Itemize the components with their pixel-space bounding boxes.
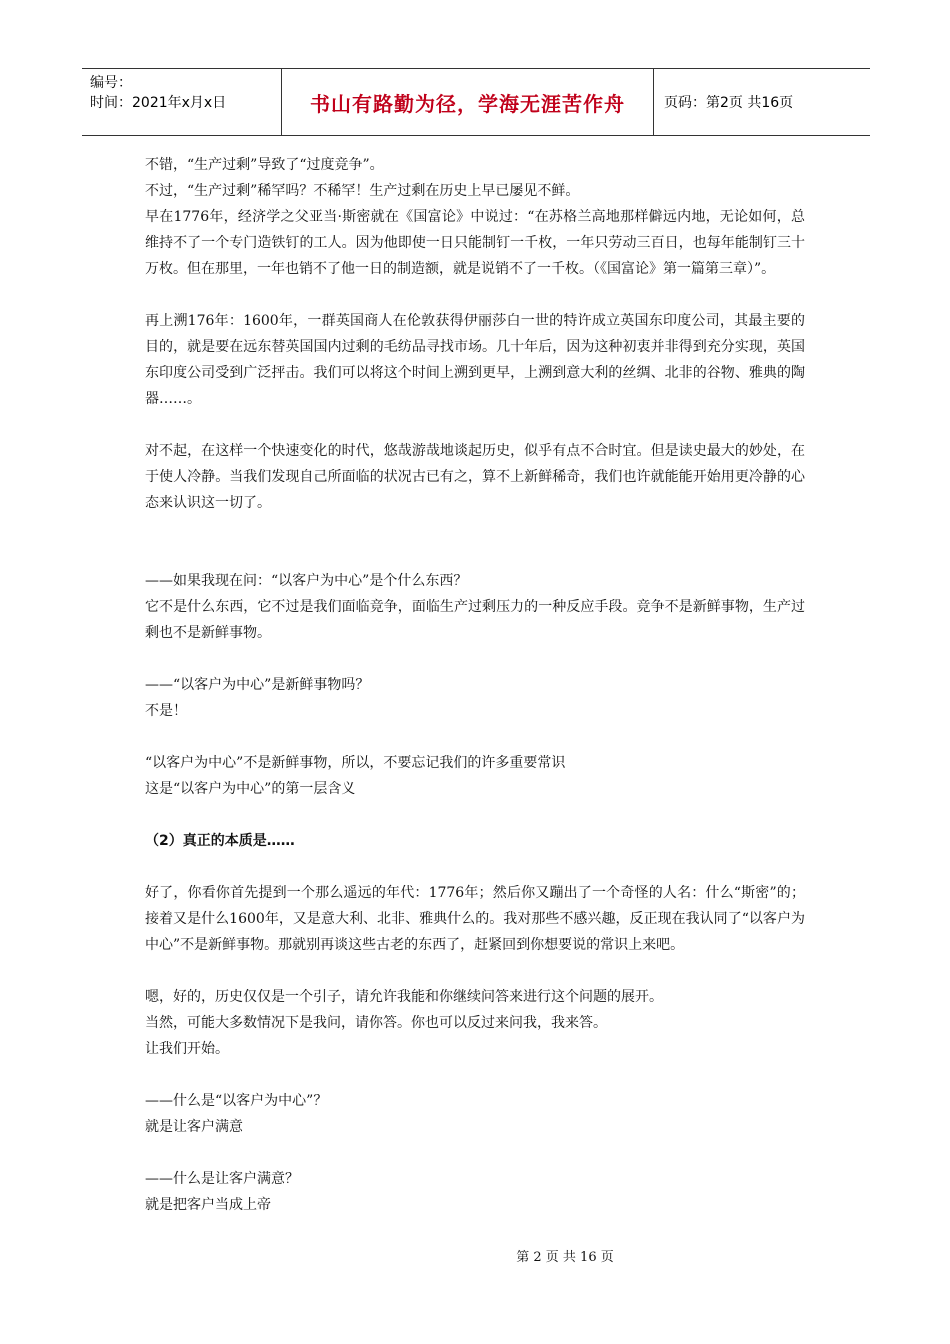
paragraph: 好了，你看你首先提到一个那么遥远的年代：1776年；然后你又蹦出了一个奇怪的人名：什么“斯密”的；接着又是什么1600年，又是意大利、北非、雅典什么的。我对那些不感兴趣，反正现在我认同了“以客户为中心”不是新鲜事物。那就别再谈这些古老的东西了，赶紧回到你想要说的常识上来吧。 [145, 885, 805, 953]
paragraph: ——如果我现在问：“以客户为中心”是个什么东西？ [145, 573, 468, 589]
document-date-label: 时间：2021年x月x日 [90, 95, 227, 111]
paragraph: ——什么是让客户满意？ [145, 1171, 299, 1187]
paragraph: 早在1776年，经济学之父亚当·斯密就在《国富论》中说过：“在苏格兰高地那样僻远内地，无论如何，总维持不了一个专门造铁钉的工人。因为他即使一日只能制钉一千枚，一年只劳动三百日，也每年能制钉三十万枚。但在那里，一年也销不了他一日的制造额，就是说销不了一千枚。（《国富论》第一篇第三章）”。 [145, 209, 805, 277]
paragraph: 不过，“生产过剩”稀罕吗？不稀罕！生产过剩在历史上早已屡见不鲜。 [145, 183, 580, 199]
paragraph: “以客户为中心”不是新鲜事物，所以，不要忘记我们的许多重要常识 [145, 755, 566, 771]
header-page-number: 页码：第2页 共16页 [664, 95, 794, 111]
paragraph: 对不起，在这样一个快速变化的时代，悠哉游哉地谈起历史，似乎有点不合时宜。但是读史最大的妙处，在于使人冷静。当我们发现自己所面临的状况古已有之，算不上新鲜稀奇，我们也许就能能开始用更冷静的心态来认识这一切了。 [145, 443, 805, 511]
paragraph: 不错，“生产过剩”导致了“过度竞争”。 [145, 157, 384, 173]
header-meta [82, 69, 282, 135]
paragraph: 它不是什么东西，它不过是我们面临竞争，面临生产过剩压力的一种反应手段。竞争不是新鲜事物，生产过剩也不是新鲜事物。 [145, 599, 805, 641]
paragraph: 当然，可能大多数情况下是我问，请你答。你也可以反过来问我，我来答。 [145, 1015, 607, 1031]
paragraph: 让我们开始。 [145, 1041, 229, 1057]
page-footer: 第 2 页 共 16 页 [516, 1250, 614, 1265]
paragraph: 再上溯176年：1600年，一群英国商人在伦敦获得伊丽莎白一世的特许成立英国东印度公司，其最主要的目的，就是要在远东替英国国内过剩的毛纺品寻找市场。几十年后，因为这种初衷并非得到充分实现，英国东印度公司受到广泛抨击。我们可以将这个时间上溯到更早，上溯到意大利的丝绸、北非的谷物、雅典的陶器……。 [145, 313, 805, 407]
paragraph: 就是让客户满意 [145, 1119, 243, 1135]
section-heading: （2）真正的本质是…… [145, 833, 295, 849]
paragraph: 不是！ [145, 703, 187, 719]
document-body [145, 152, 805, 1218]
header-motto: 书山有路勤为径，学海无涯苦作舟 [282, 69, 654, 135]
paragraph: ——什么是“以客户为中心”？ [145, 1093, 328, 1109]
page-header [82, 68, 870, 136]
paragraph: 就是把客户当成上帝 [145, 1197, 271, 1213]
paragraph: 这是“以客户为中心”的第一层含义 [145, 781, 356, 797]
document-number-label: 编号： [90, 75, 132, 91]
paragraph: ——“以客户为中心”是新鲜事物吗？ [145, 677, 370, 693]
paragraph: 嗯，好的，历史仅仅是一个引子，请允许我能和你继续问答来进行这个问题的展开。 [145, 989, 663, 1005]
